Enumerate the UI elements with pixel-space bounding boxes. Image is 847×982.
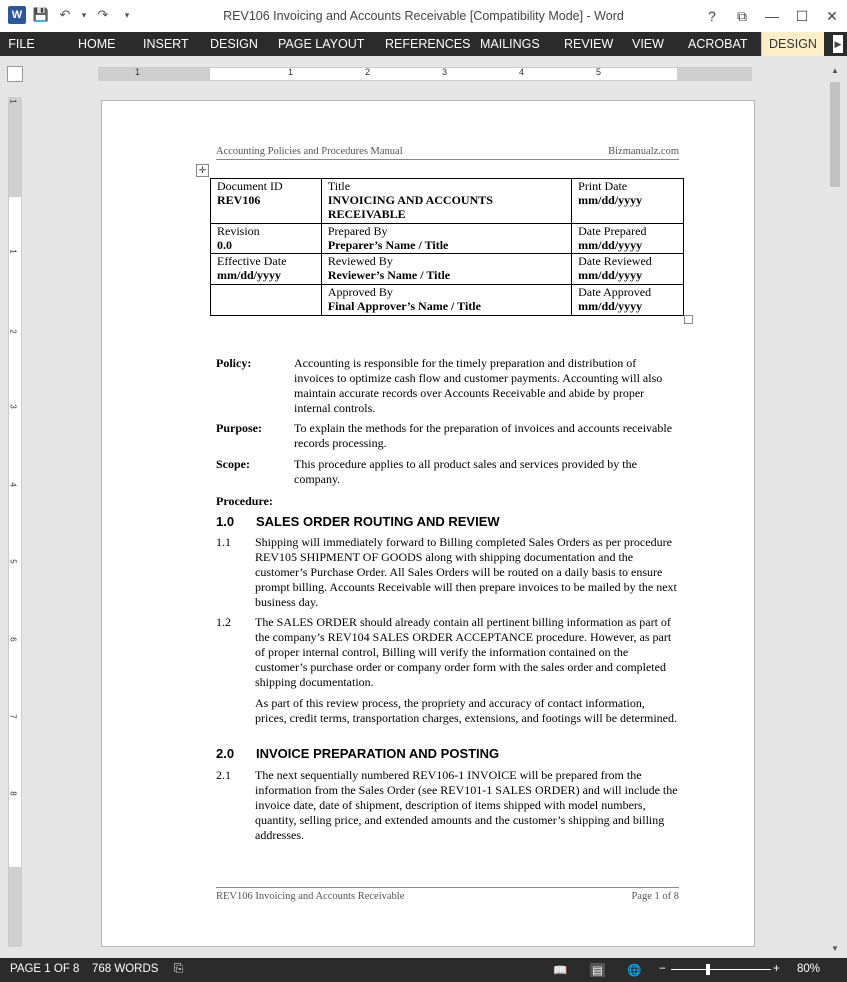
policy-section [216, 356, 679, 416]
scope-label: Scope: [216, 457, 250, 471]
table-cell[interactable]: Title INVOICING AND ACCOUNTS RECEIVABLE [321, 179, 571, 224]
document-page[interactable]: Accounting Policies and Procedures Manual Bizmanualz.com ✛ Document ID REV106 Title INVOICING AND ACCOUNTS RECEIVABLE Print Date mm/dd/yyyy Revision 0.0 Prepared By Preparer’s Name / Title Date Prepared mm/dd/yyyy Effective Date mm/dd/yyyy Reviewed By Reviewer’s Name / Title Date Reviewed mm/dd/yyyy Approved By Final Approver’s Name / Title Date Approved mm/dd/yyyy Policy: Accounting is responsible for the timely preparation and distribution of invoices to optimize cash flow and customer payments. Accounting will also maintain accurate records over Accounts Receivable and abide by proper internal controls. Purpose: To explain the methods for the preparation of invoices and accounts receivable records processing. Scope: This procedure applies to all product sales and services provided by the company. Procedure: 1.0 SALES ORDER ROUTING AND REVIEW 1.1 Shipping will immediately forward to Billing completed Sales Orders as per procedure REV105 SHIPMENT OF GOODS along with shipping documentation and the customer’s Purchase Order. All Sales Orders will be routed on a daily basis to ensure prompt billing. Accounts Receivable will then prepare invoices to be mailed by the next business day. 1.2 The SALES ORDER should already contain all pertinent billing information as part of the company’s REV104 SALES ORDER ACCEPTANCE procedure. However, as part of proper internal control, Billing will verify the information contained on the customer’s purchase order or company order form with the sales order and completed shipping documentation. As part of this review process, the propriety and accuracy of contact information, prices, credit terms, transportation charges, extensions, and footings will be determined. 2.0 INVOICE PREPARATION AND POSTING 2.1 The next sequentially numbered REV106-1 INVOICE will be prepared from the information from the Sales Order (see REV101-1 SALES ORDER) and will include the invoice date, date of shipment, description of items shipped with model numbers, quantity, selling price, and extended amounts and the customer’s shipping and billing addresses. REV106 Invoicing and Accounts Receivable Page 1 of 8 [101, 100, 755, 947]
tab-acrobat[interactable]: ACROBAT [688, 37, 748, 51]
tab-page-layout[interactable]: PAGE LAYOUT [278, 37, 365, 51]
table-row [211, 254, 684, 285]
page-header [216, 146, 679, 160]
scope-text: This procedure applies to all product sales and services provided by the company. [294, 457, 637, 486]
tab-selector[interactable] [7, 66, 23, 82]
scope-section [216, 457, 679, 487]
table-resize-handle[interactable] [684, 315, 693, 324]
policy-label: Policy: [216, 356, 252, 370]
web-layout-icon[interactable]: 🌐 [627, 965, 642, 977]
customize-qat-icon[interactable]: ▾ [124, 9, 130, 20]
table-row [211, 285, 684, 316]
list-item: 1.2 The SALES ORDER should already contain all pertinent billing information as part of the company’s REV104 SALES ORDER ACCEPTANCE procedure. However, as part of proper internal control, Billing will verify the information contained on the customer’s purchase order or company order form with the sales order and completed shipping documentation. [216, 615, 672, 689]
tab-file[interactable]: FILE [0, 32, 43, 56]
table-cell[interactable]: Revision 0.0 [211, 224, 322, 254]
close-button[interactable]: ✕ [826, 7, 838, 24]
undo-icon[interactable]: ↶ [59, 7, 71, 22]
proofing-icon[interactable]: ⎘ [174, 963, 184, 975]
table-cell[interactable]: Reviewed By Reviewer’s Name / Title [321, 254, 571, 285]
table-cell[interactable]: Prepared By Preparer’s Name / Title [321, 224, 571, 254]
vertical-ruler[interactable] [8, 97, 22, 947]
table-cell[interactable]: Print Date mm/dd/yyyy [572, 179, 684, 224]
document-info-table [210, 178, 684, 316]
ruler-number: 2 [8, 329, 18, 334]
zoom-slider-thumb[interactable] [706, 964, 710, 975]
zoom-in-button[interactable]: + [773, 963, 780, 975]
footer-right: Page 1 of 8 [631, 891, 679, 902]
zoom-slider[interactable] [671, 969, 771, 970]
minimize-button[interactable]: — [765, 8, 779, 24]
scroll-down-icon[interactable]: ▼ [831, 944, 839, 953]
tab-design[interactable]: DESIGN [210, 37, 258, 51]
ruler-number: 3 [442, 67, 448, 77]
ruler-number: 7 [8, 714, 18, 719]
tab-home[interactable]: HOME [78, 37, 116, 51]
procedure-label: Procedure: [216, 494, 273, 508]
table-cell[interactable]: Approved By Final Approver’s Name / Title [321, 285, 571, 316]
ruler-number: 4 [8, 482, 18, 487]
ruler-number: 2 [365, 67, 371, 77]
horizontal-ruler[interactable] [98, 67, 752, 81]
ruler-number: 1 [8, 99, 18, 104]
vertical-scrollbar[interactable] [827, 62, 843, 956]
ruler-number: 1 [135, 67, 141, 77]
table-cell[interactable]: Date Prepared mm/dd/yyyy [572, 224, 684, 254]
ruler-number: 8 [8, 791, 18, 796]
purpose-label: Purpose: [216, 421, 262, 435]
ruler-number: 3 [8, 404, 18, 409]
tab-references[interactable]: REFERENCES [385, 37, 471, 51]
purpose-text: To explain the methods for the preparation of invoices and accounts receivable records processing. [294, 421, 673, 450]
print-layout-icon[interactable]: ▤ [592, 965, 603, 977]
ribbon-display-options-button[interactable]: ⧉ [737, 7, 747, 24]
page-count[interactable]: PAGE 1 OF 8 [10, 963, 80, 975]
ruler-number: 1 [8, 249, 18, 254]
zoom-level[interactable]: 80% [797, 963, 821, 975]
table-row [211, 224, 684, 254]
status-bar [0, 958, 847, 982]
ruler-number: 5 [596, 67, 602, 77]
table-cell[interactable]: Date Reviewed mm/dd/yyyy [572, 254, 684, 285]
tab-mailings[interactable]: MAILINGS [480, 37, 540, 51]
title-bar [0, 0, 847, 32]
table-row [211, 179, 684, 224]
page-footer [216, 887, 679, 902]
ruler-number: 1 [288, 67, 294, 77]
read-mode-icon[interactable]: 📖 [553, 965, 568, 977]
window-title: REV106 Invoicing and Accounts Receivable [Compatibility Mode] - Word [223, 9, 624, 23]
list-item: As part of this review process, the propriety and accuracy of contact information, prices, credit terms, transportation charges, extensions, and footings will be determined. [255, 696, 677, 725]
word-count[interactable]: 768 WORDS [92, 963, 159, 975]
tab-insert[interactable]: INSERT [143, 37, 189, 51]
scroll-thumb[interactable] [830, 82, 840, 187]
table-move-handle-icon[interactable]: ✛ [196, 164, 209, 177]
header-left: Accounting Policies and Procedures Manual [216, 146, 403, 157]
table-cell[interactable]: Effective Date mm/dd/yyyy [211, 254, 322, 285]
save-icon[interactable]: 💾 [32, 7, 50, 22]
undo-dropdown-icon[interactable]: ▾ [81, 9, 87, 20]
word-app-icon[interactable]: W [8, 6, 26, 24]
footer-left: REV106 Invoicing and Accounts Receivable [216, 891, 405, 902]
tab-table-design[interactable]: DESIGN [761, 32, 824, 56]
ribbon-scroll-right-icon[interactable]: ▶ [833, 35, 843, 53]
table-cell[interactable]: Date Approved mm/dd/yyyy [572, 285, 684, 316]
ruler-number: 4 [519, 67, 525, 77]
table-cell[interactable]: Document ID REV106 [211, 179, 322, 224]
list-item: 1.1 Shipping will immediately forward to Billing completed Sales Orders as per procedure REV105 SHIPMENT OF GOODS along with shipping documentation and the customer’s Purchase Order. All Sales Orders will be routed on a daily basis to ensure prompt billing. Accounts Receivable will then prepare invoices to be mailed by the next business day. [216, 535, 677, 609]
window-controls [697, 0, 847, 32]
header-right: Bizmanualz.com [608, 146, 679, 157]
ruler-number: 6 [8, 637, 18, 642]
ruler-number: 5 [8, 559, 18, 564]
help-button[interactable]: ? [708, 8, 716, 24]
table-cell[interactable] [211, 285, 322, 316]
tab-review[interactable]: REVIEW [564, 37, 614, 51]
list-item: 2.1 The next sequentially numbered REV106-1 INVOICE will be prepared from the information from the Sales Order (see REV101-1 SALES ORDER) and will include the invoice date, date of shipment, description of items shipped with model numbers, quantity, selling price, and extended amounts and the customer’s shipping and billing addresses. [216, 768, 678, 842]
redo-icon[interactable]: ↷ [97, 7, 109, 22]
tab-view[interactable]: VIEW [632, 37, 664, 51]
zoom-out-button[interactable]: − [659, 963, 666, 975]
maximize-button[interactable]: ☐ [795, 7, 809, 24]
ribbon-tabs [0, 32, 847, 56]
policy-text: Accounting is responsible for the timely preparation and distribution of invoices to optimize cash flow and customer payments. Accounting will also maintain accurate records over Accounts Receivable and abide by proper internal controls. [294, 356, 663, 415]
purpose-section [216, 421, 679, 451]
scroll-up-icon[interactable]: ▲ [831, 66, 839, 75]
